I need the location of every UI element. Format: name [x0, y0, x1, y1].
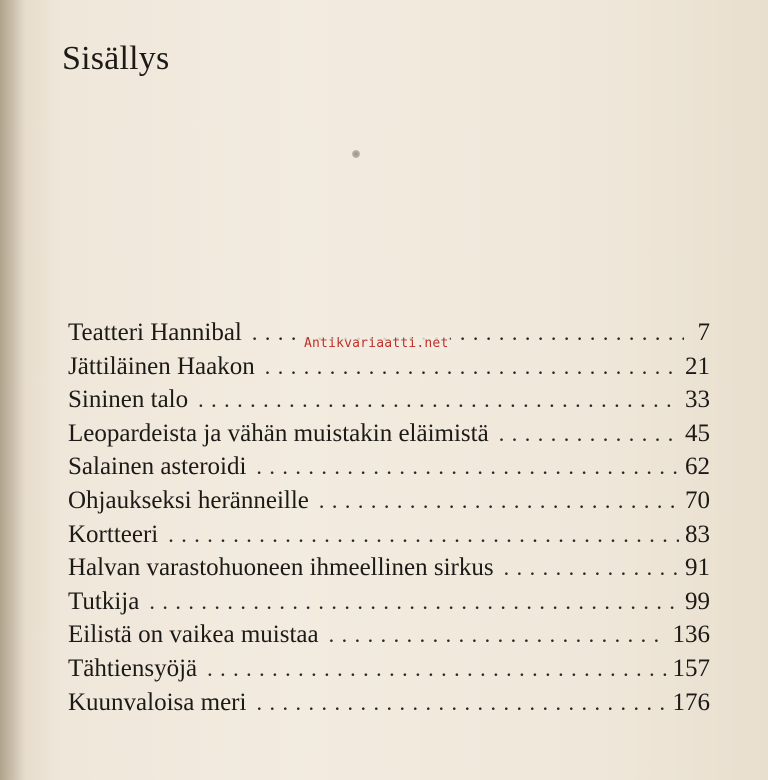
toc-entry[interactable] [68, 686, 710, 720]
toc-entry[interactable] [68, 350, 710, 384]
toc-entry-title: Kuunvaloisa meri [68, 688, 247, 716]
toc-dot-leader [504, 551, 679, 585]
toc-dot-leader [198, 383, 679, 417]
toc-entry-title: Jättiläinen Haakon [68, 352, 255, 380]
toc-dot-leader [265, 350, 679, 384]
toc-entry[interactable] [68, 518, 710, 552]
toc-dot-leader [207, 652, 666, 686]
toc-entry-page: 99 [685, 587, 710, 615]
toc-entry-title: Salainen asteroidi [68, 453, 247, 481]
toc-dot-leader [256, 686, 666, 720]
paper-speck [352, 150, 360, 158]
toc-entry-page: 62 [685, 453, 710, 481]
toc-entry-title: Tähtiensyöjä [68, 654, 198, 682]
watermark-text: Antikvariaatti.net [304, 336, 449, 351]
page-gutter-shadow [0, 0, 26, 780]
toc-dot-leader [149, 585, 679, 619]
toc-entry-page: 33 [685, 386, 710, 414]
toc-entry-page: 176 [672, 688, 710, 716]
toc-entry[interactable] [68, 450, 710, 484]
toc-entry[interactable] [68, 618, 710, 652]
toc-entry-page: 70 [685, 486, 710, 514]
toc-entry-title: Leopardeista ja vähän muistakin eläimistä [68, 419, 489, 447]
toc-entry[interactable] [68, 652, 710, 686]
table-of-contents [68, 316, 710, 719]
toc-entry-page: 136 [672, 621, 710, 649]
toc-entry-title: Eilistä on vaikea muistaa [68, 621, 319, 649]
toc-entry-page: 91 [685, 554, 710, 582]
page-title: Sisällys [62, 40, 170, 77]
toc-dot-leader [329, 618, 667, 652]
toc-entry[interactable] [68, 383, 710, 417]
toc-entry-title: Sininen talo [68, 386, 189, 414]
toc-entry[interactable] [68, 484, 710, 518]
toc-entry[interactable] [68, 585, 710, 619]
toc-dot-leader [499, 417, 679, 451]
toc-dot-leader [168, 518, 679, 552]
toc-entry-page: 157 [672, 654, 710, 682]
toc-entry-title: Tutkija [68, 587, 140, 615]
toc-entry-title: Halvan varastohuoneen ihmeellinen sirkus [68, 554, 494, 582]
toc-dot-leader [256, 450, 679, 484]
toc-entry-title: Kortteeri [68, 520, 159, 548]
toc-entry-page: 83 [685, 520, 710, 548]
toc-entry-page: 7 [697, 319, 710, 346]
toc-entry[interactable] [68, 551, 710, 585]
toc-entry-page: 21 [685, 352, 710, 380]
toc-dot-leader [319, 484, 679, 518]
toc-entry-page: 45 [685, 419, 710, 447]
toc-entry-title: Ohjaukseksi heränneille [68, 486, 309, 514]
toc-entry[interactable] [68, 417, 710, 451]
toc-entry-title: Teatteri Hannibal [68, 319, 242, 346]
